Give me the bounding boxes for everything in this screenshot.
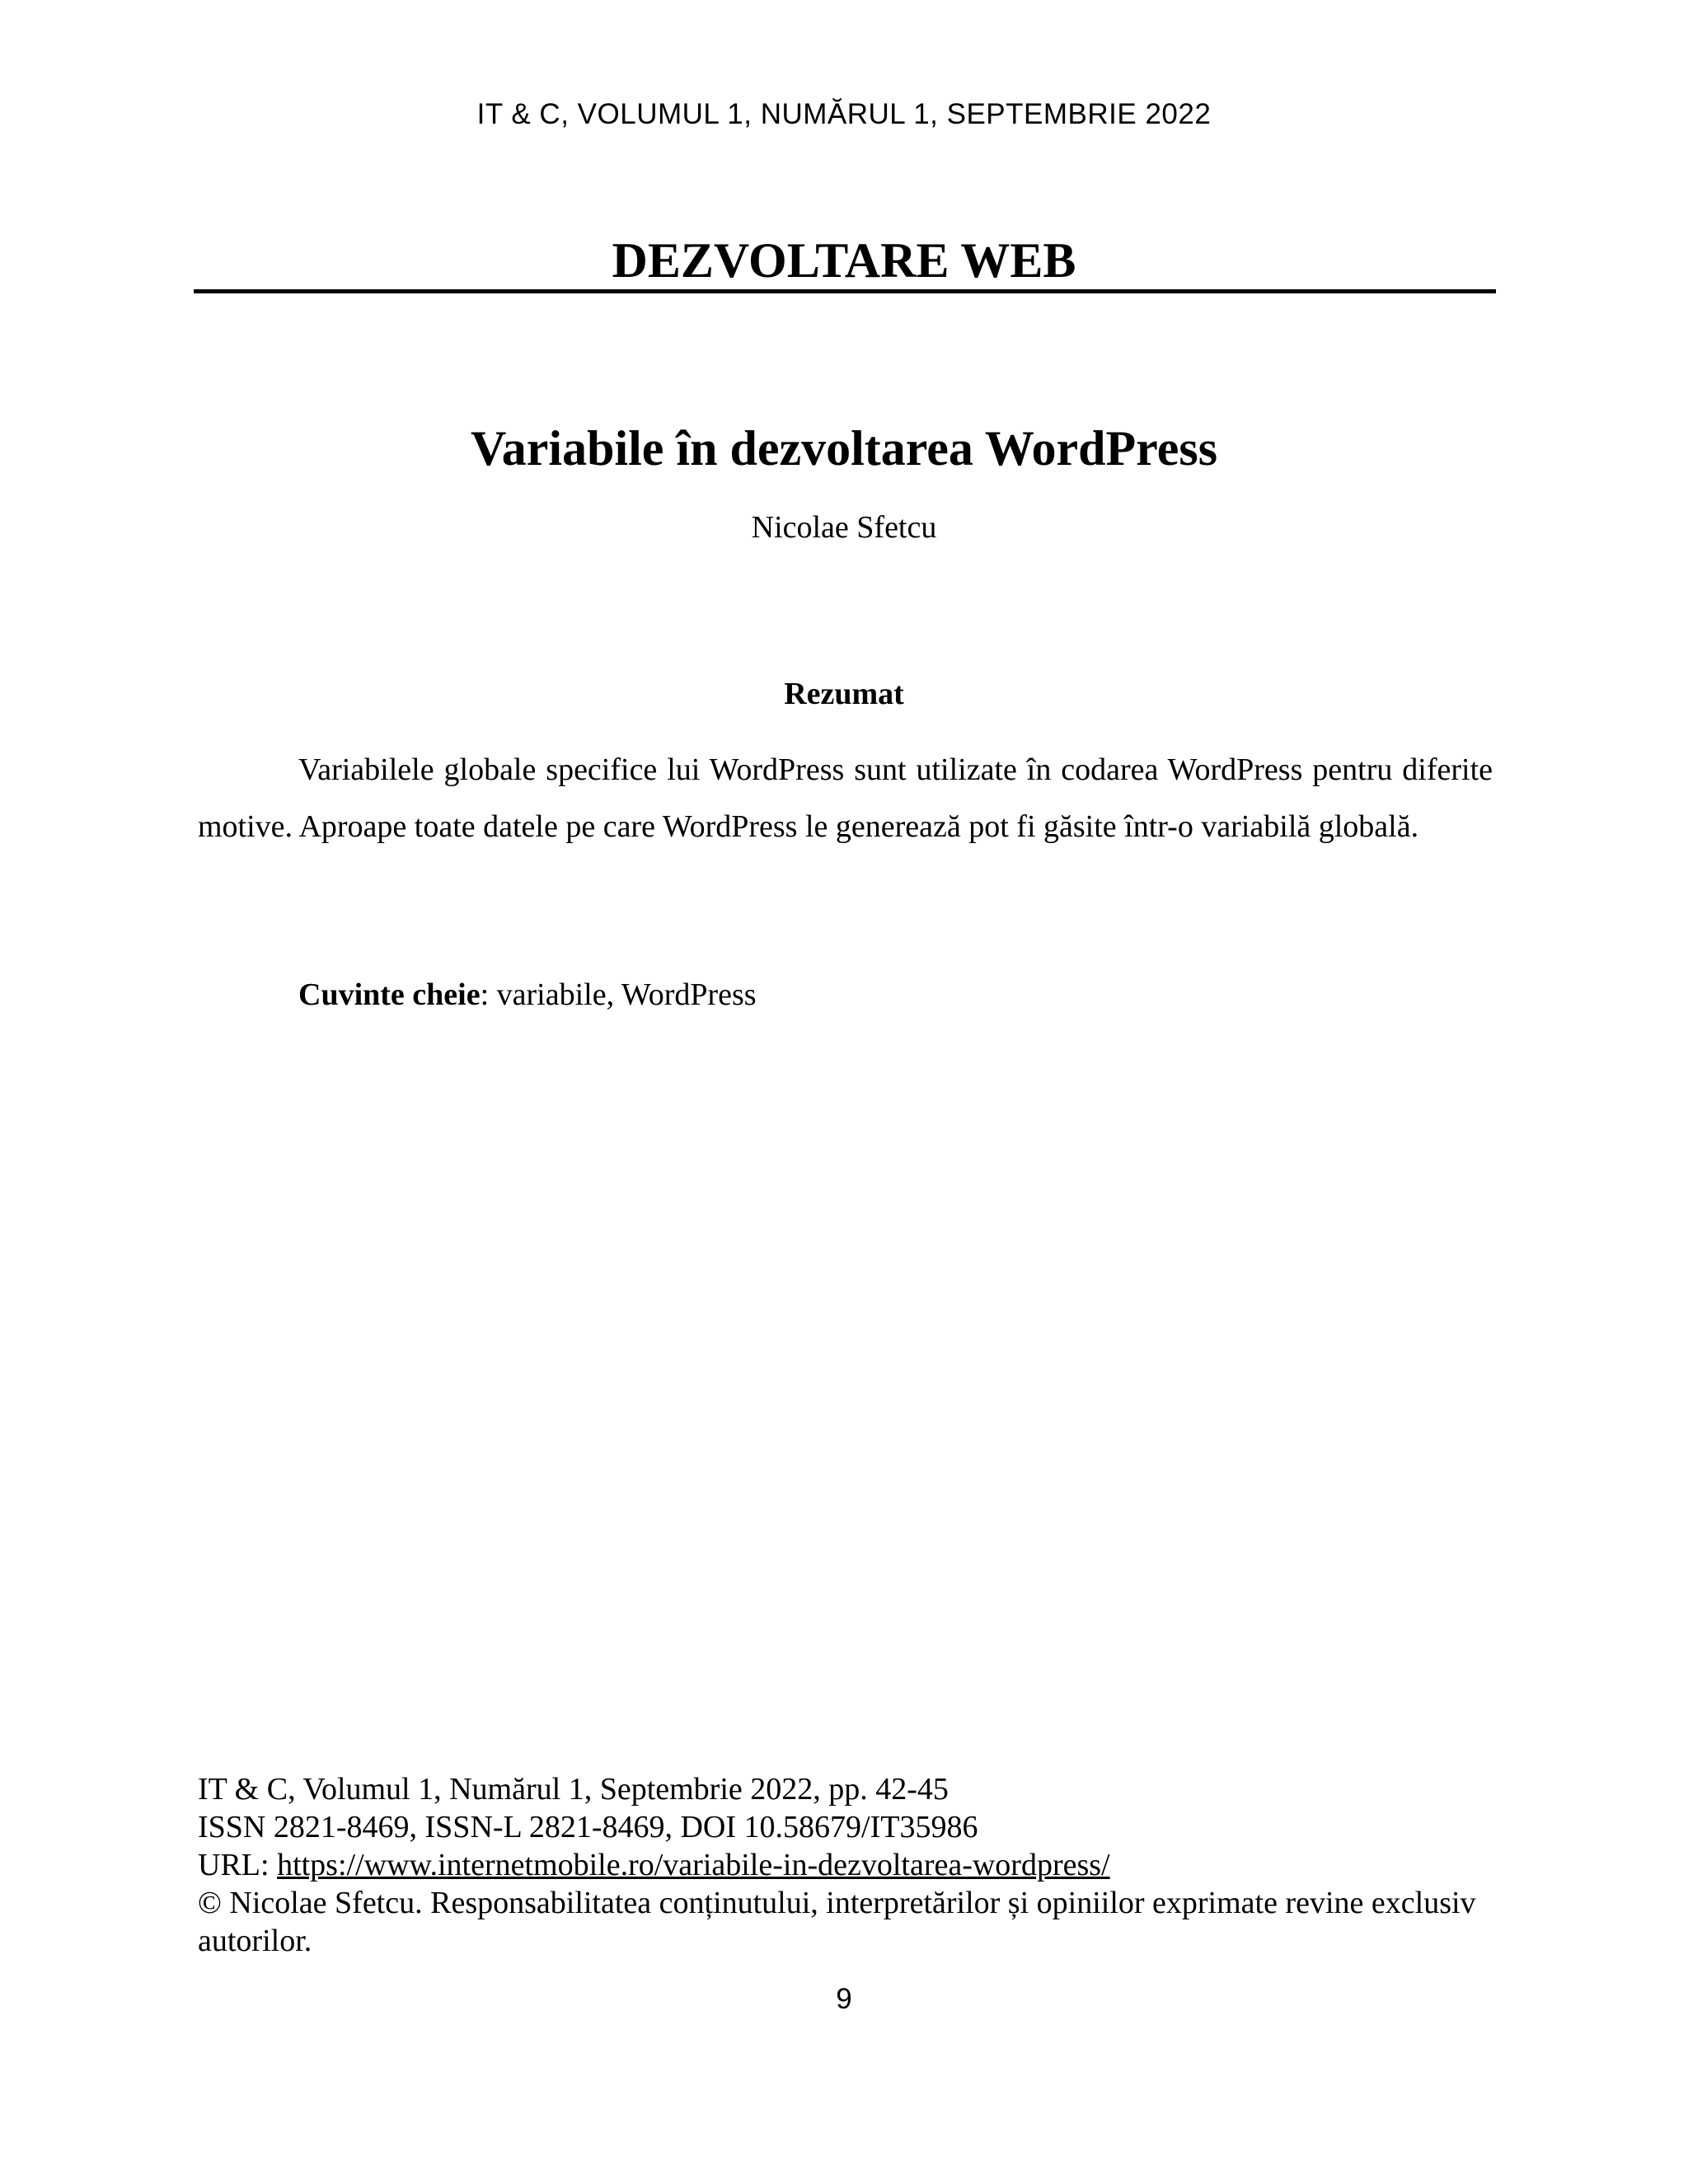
- keywords-separator: :: [480, 977, 497, 1012]
- author-name: Nicolae Sfetcu: [751, 510, 937, 545]
- keywords-label: Cuvinte cheie: [298, 977, 481, 1012]
- article-url-link[interactable]: https://www.internetmobile.ro/variabile-in-dezvoltarea-wordpress/: [277, 1848, 1110, 1882]
- abstract-body: Variabilele globale specifice lui WordPress sunt utilizate în codarea WordPress pentru diferite motive. Aproape toate datele pe care WordPress le generează pot fi găsite într-o variabilă globală.: [198, 752, 1493, 844]
- running-header: IT & C, VOLUMUL 1, NUMĂRUL 1, SEPTEMBRIE 2022: [476, 98, 1212, 130]
- page-number: 9: [836, 1983, 852, 2015]
- issn-doi-line: ISSN 2821-8469, ISSN-L 2821-8469, DOI 10.58679/IT35986: [198, 1810, 978, 1844]
- url-line: [198, 1846, 1500, 1884]
- publication-footnote: [198, 1770, 1500, 1960]
- section-divider: [194, 289, 1496, 293]
- citation-line: IT & C, Volumul 1, Numărul 1, Septembrie 2022, pp. 42-45: [198, 1772, 949, 1807]
- keywords: [298, 977, 1485, 1015]
- copyright-notice: © Nicolae Sfetcu. Responsabilitatea conținutului, interpretărilor și opiniilor exprimate revine exclusiv autorilor.: [198, 1886, 1476, 1958]
- keywords-value: variabile, WordPress: [496, 977, 757, 1012]
- section-title: DEZVOLTARE WEB: [612, 233, 1076, 288]
- article-title: Variabile în dezvoltarea WordPress: [470, 421, 1218, 476]
- abstract-heading: Rezumat: [784, 677, 904, 711]
- url-label: URL:: [198, 1848, 278, 1882]
